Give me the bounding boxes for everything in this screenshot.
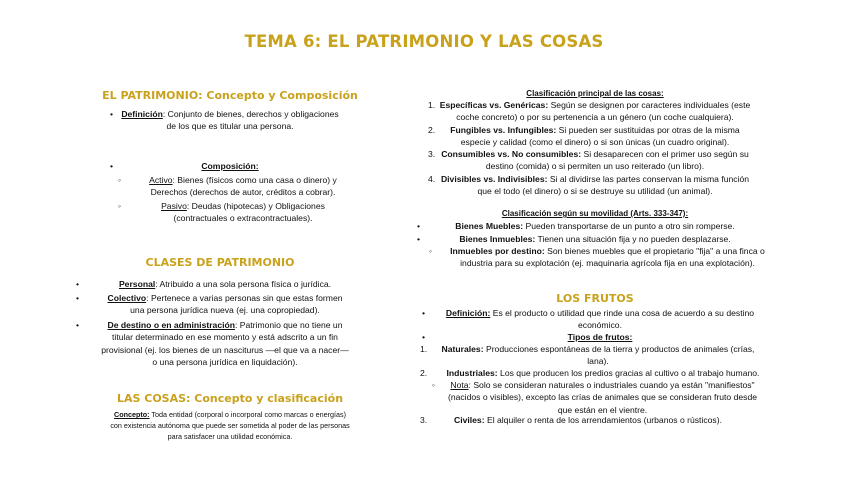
frutos-heading: LOS FRUTOS [556,292,634,305]
clasif-item-4: 4. Divisibles vs. Indivisibles: Si al dividirse las partes conservan la misma función que el todo (el dinero) o si se destruye su utilidad (un animal). [428,174,750,197]
concepto-label: Concepto: [114,410,150,419]
clases-heading: CLASES DE PATRIMONIO [145,256,295,269]
circle-bullet-icon: ◦ [118,175,122,185]
movilidad-heading: Clasificación según su movilidad (Arts. 333-347): [501,209,689,218]
bullet-icon: • [76,320,80,330]
pasivo-item: ◦ Pasivo: Deudas (hipotecas) y Obligaciones (contractuales o extracontractuales). [118,201,325,224]
concepto-block: Concepto: Toda entidad (corporal o incorporal como marcas o energías) con existencia autónoma que puede ser sometida al poder de las personas para satisfacer una utilidad económica. [110,410,350,441]
bullet-icon: • [422,332,426,342]
frutos-definicion: • Definición: Es el producto o utilidad que rinde una cosa de acuerdo a su destino económico. [422,308,755,331]
circle-bullet-icon: ◦ [429,246,433,256]
colectivo-label: Colectivo [107,293,147,303]
personal-label: Personal [118,279,156,289]
clasif-item-1: 1. Específicas vs. Genéricas: Según se designen por caracteres individuales (este coche concreto) o por su pertenencia a un género (un coche cualquiera). [428,100,751,123]
nota-item: ◦ Nota: Solo se consideran naturales o industriales cuando ya están "manifiestos" (nacidos o visibles), excepto las crías de animales que se consideran fruto desde que están en el vientre. [432,380,758,415]
bullet-icon: • [417,234,421,244]
bullet-icon: • [110,109,114,119]
clasif-item-2: 2. Fungibles vs. Infungibles: Si pueden ser sustituidas por otras de la misma especie y calidad (como el dinero) o si son únicas (un cuadro original). [428,125,740,148]
naturales-item: 1. Naturales: Producciones espontáneas de la tierra y productos de animales (crías, lana). [420,344,755,367]
composicion-label: Composición: [201,161,259,171]
bullet-icon: • [110,161,114,171]
clasif-heading: Clasificación principal de las cosas: [526,89,664,98]
bullet-icon: • [422,308,426,318]
muebles-item: • Bienes Muebles: Pueden transportarse de un punto a otro sin romperse. [417,221,735,231]
activo-label: Activo [149,175,173,185]
patrimonio-heading: EL PATRIMONIO: Concepto y Composición [102,89,358,102]
colectivo-item: • Colectivo: Pertenece a varias personas sin que estas formen una persona jurídica nueva (ej. una copropiedad). [76,293,343,316]
bullet-icon: • [76,293,80,303]
clasif-item-3: 3. Consumibles vs. No consumibles: Si desaparecen con el primer uso según su destino (comida) o si permiten un uso reiterado (un libro). [428,149,749,172]
definicion-item: • Definición: Conjunto de bienes, derechos y obligaciones de los que es titular una persona. [110,109,339,132]
inmuebles-item: • Bienes Inmuebles: Tienen una situación fija y no pueden desplazarse. [417,234,731,244]
industriales-item: 2. Industriales: Los que producen los predios gracias al cultivo o al trabajo humano. [420,368,760,378]
pasivo-label: Pasivo [161,201,187,211]
definicion-label: Definición [121,109,163,119]
personal-item: • Personal: Atribuido a una sola persona física o jurídica. [76,279,332,289]
circle-bullet-icon: ◦ [118,201,122,211]
inmuebles-destino-item: ◦ Inmuebles por destino: Son bienes muebles que el propietario "fija" a una finca o industria para su explotación (ej. maquinaria agrícola fija en una explotación). [429,246,765,269]
activo-item: ◦ Activo: Bienes (físicos como una casa o dinero) y Derechos (derechos de autor, créditos a cobrar). [118,175,337,198]
bullet-icon: • [417,221,421,231]
bullet-icon: • [76,279,80,289]
page-title: TEMA 6: EL PATRIMONIO Y LAS COSAS [244,32,604,51]
circle-bullet-icon: ◦ [432,380,436,390]
cosas-heading: LAS COSAS: Concepto y clasificación [116,392,344,405]
destino-label: De destino o en administración [107,320,235,330]
composicion-item [100,160,360,172]
destino-item: • De destino o en administración: Patrimonio que no tiene un titular determinado en ese momento y está adscrito a un fin provisional (ej. los bienes de un nasciturus —el que va a nacer— o una persona jurídica en liquidación). [76,320,349,368]
civiles-item: 3. Civiles: El alquiler o renta de los arrendamientos (urbanos o rústicos). [420,415,722,425]
tipos-frutos: • Tipos de frutos: [422,332,633,342]
